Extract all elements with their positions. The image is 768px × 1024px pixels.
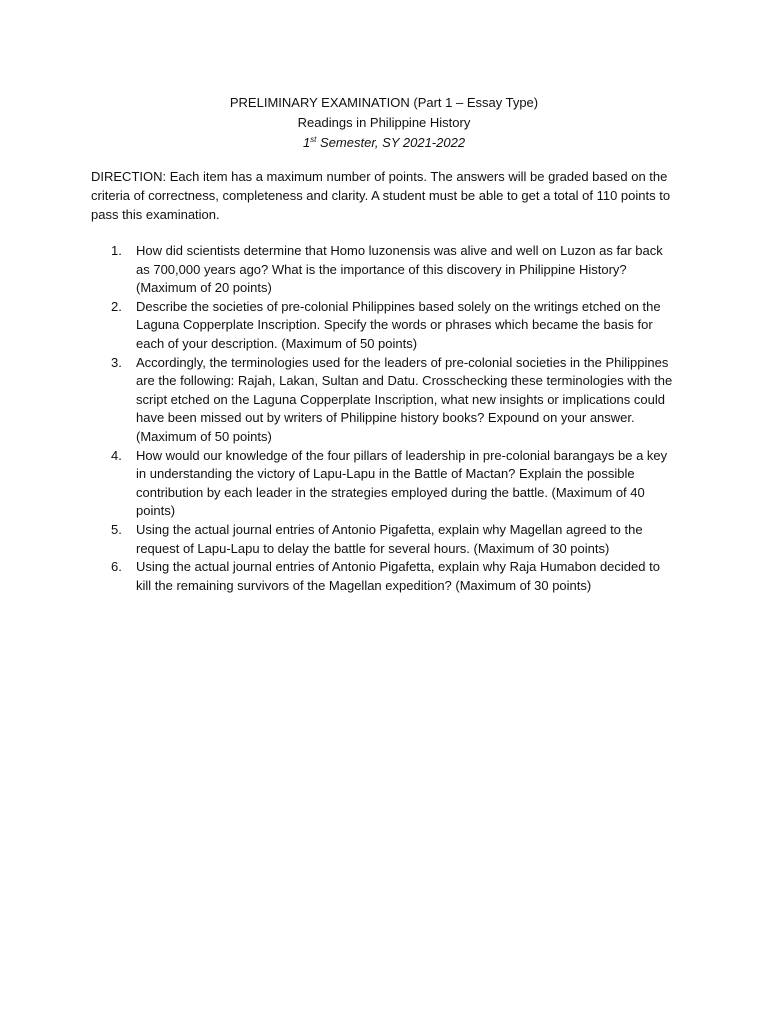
question-text: How did scientists determine that Homo luzonensis was alive and well on Luzon as far back as 700,000 years ago? What is the importance of this discovery in Philippine History? (Maximum of 20 points) [136,243,663,296]
question-text: Using the actual journal entries of Antonio Pigafetta, explain why Magellan agreed to the request of Lapu-Lapu to delay the battle for several hours. (Maximum of 30 points) [136,521,643,556]
question-list [91,242,676,595]
question-number: 4. [111,447,122,463]
question-text: Describe the societies of pre-colonial Philippines based solely on the writings etched on the Laguna Copperplate Inscription. Specify the words or phrases which became the basis for each of your description. (Maximum of 50 points) [136,298,661,351]
question-number: 5. [111,521,122,537]
question-item [91,354,676,447]
semester-text: Semester, SY 2021-2022 [316,135,466,150]
question-number: 3. [111,354,122,370]
question-number: 1. [111,243,122,258]
exam-title: PRELIMINARY EXAMINATION (Part 1 – Essay Type) [229,95,539,110]
semester-number: 1 [302,135,311,150]
question-text: Using the actual journal entries of Antonio Pigafetta, explain why Raja Humabon decided to kill the remaining survivors of the Magellan expedition? (Maximum of 30 points) [136,559,660,593]
question-item [91,447,676,521]
question-item [91,298,676,354]
semester-ordinal: st [310,135,317,144]
direction-paragraph: DIRECTION: Each item has a maximum number of points. The answers will be graded based on the criteria of correctness, completeness and clarity. A student must be able to get a total of 110 points to pass this examination. [91,169,671,222]
course-title: Readings in Philippine History [297,115,471,130]
semester-line [0,133,768,153]
question-item [91,558,676,595]
question-text: Accordingly, the terminologies used for the leaders of pre-colonial societies in the Philippines are the following: Rajah, Lakan, Sultan and Datu. Crosschecking these terminologies with the script etched on the Laguna Copperplate Inscription, what new insights or implications could have been missed out by writers of Philippine history books? Expound on your answer. (Maximum of 50 points) [136,354,673,444]
question-number: 6. [111,559,122,575]
question-item [91,242,676,298]
question-number: 2. [111,298,122,314]
exam-header [0,93,768,153]
question-text: How would our knowledge of the four pillars of leadership in pre-colonial barangays be a key in understanding the victory of Lapu-Lapu in the Battle of Mactan? Explain the possible contribution by each leader in the strategies employed during the battle. (Maximum of 40 points) [136,447,668,519]
question-item [91,521,676,558]
